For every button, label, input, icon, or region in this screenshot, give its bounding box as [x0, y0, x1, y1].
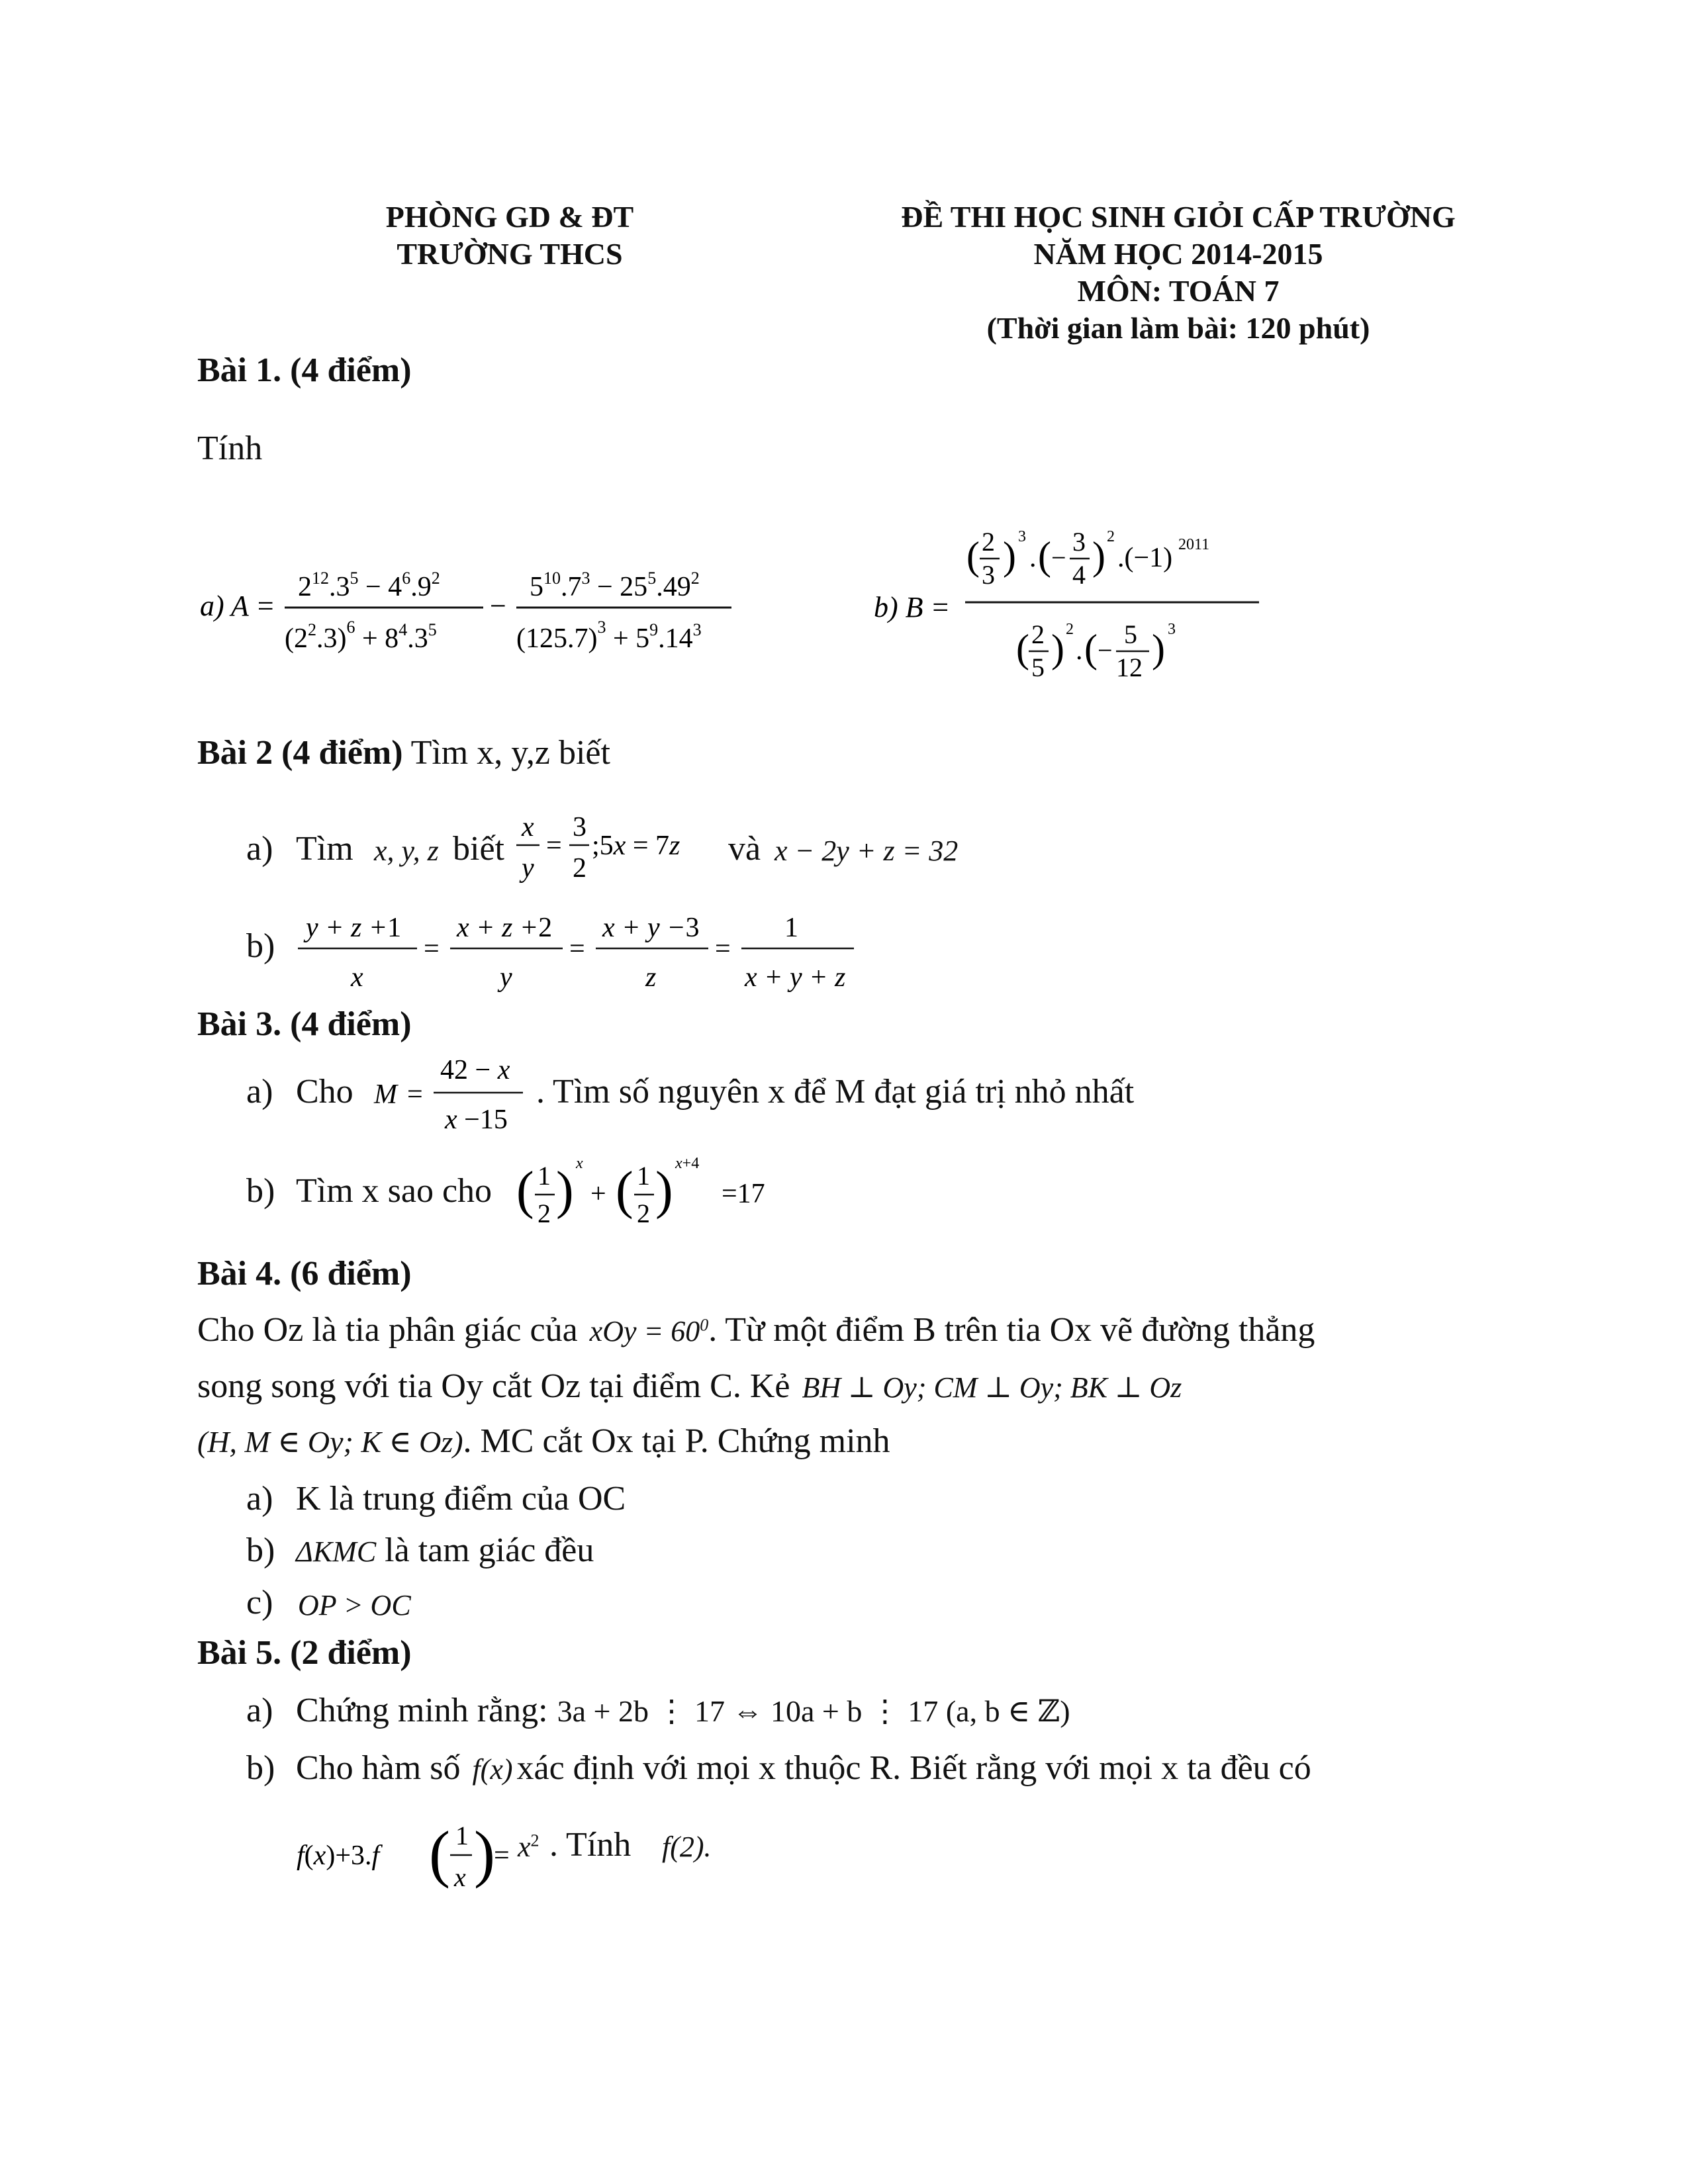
bai3-a-fraction: [371, 1049, 536, 1142]
bai2-a-and: và: [728, 830, 761, 868]
bai2-a-vars: x, y, z: [374, 835, 439, 867]
svg-text:f(x)+3.f: f(x)+3.f: [297, 1841, 380, 1871]
bai4-b-line: [296, 1531, 594, 1570]
bai5-title: Bài 5. (2 điểm): [197, 1634, 412, 1672]
bai5-b-text1: Cho hàm số: [296, 1749, 461, 1787]
bai1-title: Bài 1. (4 điểm): [197, 351, 412, 389]
svg-text:3: 3: [1018, 528, 1026, 545]
svg-text:): ): [1152, 627, 1165, 670]
bai5-b-text2: xác định với mọi x thuộc R. Biết rằng với mọi x ta đều có: [516, 1749, 1311, 1787]
svg-text:−: −: [1051, 543, 1066, 572]
bai4-b-marker: b): [246, 1531, 275, 1569]
bai4-a-text: K là trung điểm của OC: [296, 1480, 626, 1518]
svg-text:x + z +2: x + z +2: [457, 913, 553, 943]
svg-text:M: M: [374, 1079, 397, 1110]
svg-text:z: z: [645, 962, 657, 993]
bai5-b-xsq: $x^2$: [518, 1831, 539, 1863]
bai4-c-marker: c): [246, 1584, 273, 1621]
bai4-angle-value: xOy = 60: [589, 1315, 700, 1347]
bai4-line2-math: BH ⊥ Oy; CM ⊥ Oy; BK ⊥ Oz: [802, 1371, 1182, 1404]
svg-text:(: (: [616, 1161, 633, 1220]
svg-text:=: =: [546, 831, 562, 861]
school-year: NĂM HỌC 2014-2015: [1033, 237, 1323, 271]
bai1-intro: Tính: [197, 430, 263, 467]
bai4-line1-b: . Từ một điểm B trên tia Ox vẽ đường thẳng: [708, 1311, 1315, 1349]
svg-text:x + y + z: x + y + z: [745, 962, 846, 993]
bai2-a-text1: Tìm: [296, 830, 353, 868]
bai2-a-ratio: [516, 811, 735, 890]
svg-text:y: y: [522, 853, 534, 884]
bai3-title: Bài 3. (4 điểm): [197, 1005, 412, 1043]
bai2-b-equation: [298, 903, 861, 996]
formula-b-label: b) B =: [874, 591, 951, 623]
bai5-b-equation: [297, 1803, 522, 1903]
bai3-a-text2: . Tìm số nguyên x để M đạt giá trị nhỏ nhất: [536, 1073, 1135, 1111]
formula-b: [874, 503, 1284, 702]
svg-text:3: 3: [1168, 621, 1176, 638]
svg-text:3: 3: [573, 812, 586, 842]
svg-text:12: 12: [1116, 653, 1143, 682]
svg-text:): ): [1051, 627, 1064, 670]
svg-text:x −15: x −15: [445, 1105, 508, 1135]
svg-text:y + z +1: y + z +1: [306, 913, 402, 943]
svg-text:−: −: [490, 590, 506, 622]
duration: (Thời gian làm bài: 120 phút): [986, 311, 1370, 345]
bai4-angle: xOy = $60^0$: [589, 1315, 709, 1347]
svg-text:42 − x: 42 − x: [440, 1055, 510, 1085]
bai4-line3-text: . MC cắt Ox tại P. Chứng minh: [463, 1422, 890, 1460]
svg-text:=: =: [494, 1841, 510, 1871]
svg-text:(: (: [516, 1161, 534, 1220]
bai4-c-math: OP > OC: [298, 1589, 411, 1621]
svg-text:): ): [556, 1161, 574, 1220]
bai5-b-marker: b): [246, 1749, 275, 1787]
bai3-b-equation: [516, 1142, 794, 1241]
svg-text:(: (: [1038, 534, 1051, 578]
svg-text:2: 2: [982, 527, 995, 557]
header-left: [311, 199, 708, 273]
header-dept: PHÒNG GD & ĐT: [385, 200, 634, 234]
bai4-line3-math: (H, M ∈ Oy; K ∈ Oz): [197, 1425, 463, 1459]
svg-text:510.73 − 255.492: $5^{10}.7^3 - 25^5.49^2$: [530, 569, 700, 602]
svg-text:(: (: [429, 1818, 450, 1889]
bai4-line1: [197, 1310, 1315, 1349]
bai4-line2: [197, 1367, 1182, 1406]
bai5-a-marker: a): [246, 1692, 273, 1729]
bai4-line2-a: song song với tia Oy cắt Oz tại điểm C. Kẻ: [197, 1367, 790, 1405]
bai4-line3: [197, 1422, 890, 1461]
svg-text:+: +: [590, 1179, 606, 1209]
svg-text:4: 4: [1072, 560, 1086, 590]
svg-text:(: (: [1016, 627, 1029, 670]
bai5-a-text: Chứng minh rằng:: [296, 1692, 548, 1729]
svg-text:3: 3: [982, 560, 995, 590]
svg-text:=: =: [569, 934, 585, 964]
bai2-title-rest: Tìm x, y,z biết: [402, 734, 610, 772]
svg-text:): ): [1003, 534, 1016, 578]
svg-text:x: x: [454, 1862, 466, 1892]
bai4-title: Bài 4. (6 điểm): [197, 1255, 412, 1293]
svg-text:(: (: [1084, 627, 1098, 670]
bai5-b-line: [296, 1749, 1311, 1788]
bai2-a-text2: biết: [453, 830, 504, 868]
svg-text:(125.7)3 + 59.143: $(125.7)^3 + 5^9.14^3$: [516, 617, 702, 654]
svg-text:x: x: [351, 962, 363, 993]
svg-text:1: 1: [538, 1161, 551, 1191]
svg-text:=: =: [407, 1079, 423, 1110]
formula-a-label: a) A =: [200, 590, 275, 622]
svg-text:−: −: [1098, 635, 1113, 665]
svg-text:2: 2: [1031, 619, 1045, 649]
bai4-a-marker: a): [246, 1480, 273, 1518]
svg-text:(: (: [966, 534, 980, 578]
bai2-title-row: [197, 733, 610, 772]
svg-text:x+4: x+4: [675, 1155, 700, 1172]
bai2-b-marker: b): [246, 927, 275, 965]
svg-text:x: x: [576, 1155, 583, 1172]
svg-text:(22.3)6 + 84.35: $(2^2.3)^6 + 8^4.3^5$: [285, 617, 437, 654]
svg-text:3: 3: [1072, 527, 1086, 557]
svg-text:2: 2: [538, 1199, 551, 1228]
bai2-a-marker: a): [246, 830, 273, 868]
svg-text:5: 5: [1124, 619, 1137, 649]
bai5-b-f2: f(2).: [662, 1831, 712, 1863]
bai4-b-text: là tam giác đều: [376, 1531, 594, 1569]
svg-text:1: 1: [455, 1821, 469, 1850]
svg-text:y: y: [500, 962, 512, 993]
svg-text:x: x: [522, 812, 534, 842]
svg-text:212.35 − 46.92: $2^{12}.3^5 - 4^6.9^2$: [298, 569, 440, 602]
bai2-a-equation: x − 2y + z = 32: [774, 835, 959, 867]
svg-text:5: 5: [1031, 653, 1045, 682]
svg-text:.(−1): .(−1): [1117, 543, 1173, 573]
svg-text:2: 2: [1066, 621, 1074, 638]
svg-text:.: .: [1076, 635, 1083, 666]
svg-text:): ): [655, 1161, 673, 1220]
header-right: [841, 199, 1516, 347]
svg-text:=: =: [424, 934, 440, 964]
bai3-a-marker: a): [246, 1073, 273, 1111]
bai3-b-marker: b): [246, 1172, 275, 1210]
svg-text:2: 2: [1107, 528, 1115, 545]
header-school: TRƯỜNG THCS: [397, 237, 623, 271]
svg-text:.: .: [1029, 543, 1037, 573]
svg-text:=: =: [715, 934, 731, 964]
svg-text:1: 1: [784, 913, 798, 943]
bai2-title: Bài 2 (4 điểm): [197, 734, 403, 772]
svg-text:): ): [1092, 534, 1105, 578]
bai4-line1-a: Cho Oz là tia phân giác của: [197, 1311, 578, 1349]
bai5-a-line: [296, 1691, 1070, 1730]
bai5-a-math: 3a + 2b ⋮ 17 ⇔ 10a + b ⋮ 17 (a, b ∈ ℤ): [557, 1694, 1070, 1728]
bai3-a-text1: Cho: [296, 1073, 353, 1111]
svg-text:2: 2: [573, 853, 586, 884]
svg-text:2011: 2011: [1178, 536, 1210, 553]
svg-text:;5x = 7z: ;5x = 7z: [592, 831, 680, 861]
svg-text:=17: =17: [722, 1179, 765, 1209]
subject: MÔN: TOÁN 7: [1077, 274, 1280, 308]
bai3-b-text: Tìm x sao cho: [296, 1172, 492, 1210]
svg-text:1: 1: [637, 1161, 650, 1191]
formula-a: [192, 543, 741, 662]
bai5-b-fx: f(x): [472, 1753, 513, 1786]
exam-title: ĐỀ THI HỌC SINH GIỎI CẤP TRƯỜNG: [901, 200, 1456, 234]
bai4-b-math: ΔKMC: [296, 1535, 377, 1568]
svg-text:): ): [474, 1818, 495, 1889]
bai5-b-text3: . Tính: [549, 1826, 632, 1864]
svg-text:x + y −3: x + y −3: [602, 913, 700, 943]
svg-text:2: 2: [637, 1199, 650, 1228]
